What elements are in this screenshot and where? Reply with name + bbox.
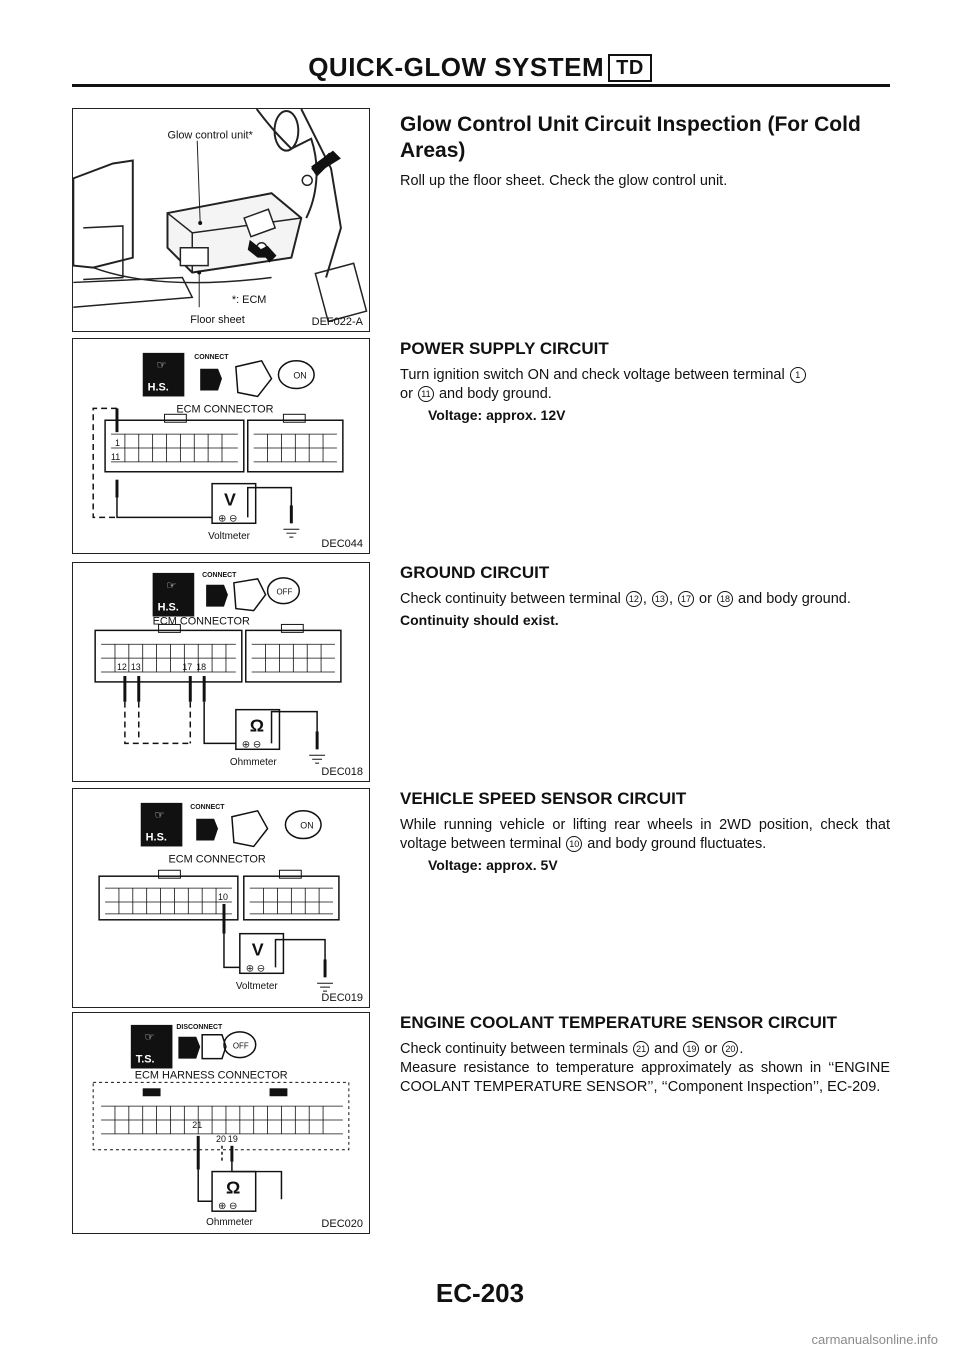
section-5-text-1: Check continuity between terminals bbox=[400, 1041, 629, 1057]
section-1-title: Glow Control Unit Circuit Inspection (For Cold Areas) bbox=[400, 113, 861, 162]
figure-4-meter-symbol: V bbox=[251, 939, 264, 960]
figure-3-meter-label: Ohmmeter bbox=[229, 757, 277, 769]
section-4-text bbox=[400, 816, 890, 854]
section-3-text-3: and body ground. bbox=[738, 591, 851, 607]
figure-4-switch: ON bbox=[300, 820, 314, 831]
figure-4-pin-10: 10 bbox=[218, 891, 228, 902]
figure-3-tag: CONNECT bbox=[202, 571, 237, 579]
terminal-17: 17 bbox=[678, 591, 694, 607]
label-ecm: *: ECM bbox=[231, 294, 267, 307]
terminal-21: 21 bbox=[633, 1041, 649, 1057]
section-5-text-3: or bbox=[704, 1041, 718, 1057]
section-power-supply bbox=[400, 338, 890, 425]
figure-2-connector-label: ECM CONNECTOR bbox=[176, 403, 274, 416]
section-2-spec: Voltage: approx. 12V bbox=[428, 407, 566, 423]
section-4-title: VEHICLE SPEED SENSOR CIRCUIT bbox=[400, 789, 687, 808]
section-ground-circuit bbox=[400, 562, 890, 630]
section-3-text-2: or bbox=[699, 591, 712, 607]
figure-3-pin-18: 18 bbox=[196, 662, 207, 673]
terminal-11: 11 bbox=[418, 386, 434, 402]
page-header-title bbox=[0, 52, 960, 83]
figure-5-tag: DISCONNECT bbox=[176, 1023, 223, 1031]
figure-2-meter-label: Voltmeter bbox=[208, 531, 250, 543]
section-5-text bbox=[400, 1040, 890, 1059]
connector-body-icon bbox=[236, 361, 272, 397]
hs-hand-icon: ☞ bbox=[156, 359, 167, 372]
figure-5-pin-21: 21 bbox=[192, 1119, 203, 1130]
svg-text:☞: ☞ bbox=[154, 809, 165, 822]
figure-3-illustration bbox=[73, 563, 369, 781]
connector-icon bbox=[200, 369, 222, 391]
figure-2-pin-11: 11 bbox=[111, 451, 121, 462]
section-2-text bbox=[400, 366, 890, 404]
figure-3-code: DEC018 bbox=[321, 766, 363, 778]
figure-2-tag: CONNECT bbox=[194, 353, 229, 361]
figure-5-connector-label: ECM HARNESS CONNECTOR bbox=[134, 1069, 288, 1082]
terminal-1: 1 bbox=[790, 367, 806, 383]
figure-2-illustration bbox=[73, 339, 369, 553]
figure-coolant-temp-sensor bbox=[72, 1012, 370, 1234]
figure-2-code: DEC044 bbox=[321, 538, 363, 550]
figure-2-pin-1: 1 bbox=[114, 438, 120, 448]
figure-4-badge: H.S. bbox=[145, 831, 167, 844]
figure-5-pin-19: 19 bbox=[227, 1133, 238, 1144]
connector-icon bbox=[196, 819, 218, 841]
figure-2-badge: H.S. bbox=[147, 381, 169, 394]
section-3-comma-1: , bbox=[642, 591, 647, 607]
figure-5-switch: OFF bbox=[232, 1041, 249, 1051]
figure-3-badge: H.S. bbox=[157, 601, 179, 614]
figure-4-connector-label: ECM CONNECTOR bbox=[168, 853, 266, 866]
page-number: EC-203 bbox=[435, 1278, 525, 1308]
header-title-text: QUICK-GLOW SYSTEM bbox=[308, 52, 605, 82]
section-2-text-2: or bbox=[400, 386, 413, 402]
figure-4-illustration bbox=[73, 789, 369, 1007]
figure-5-code: DEC020 bbox=[321, 1218, 363, 1230]
figure-3-meter-symbol: Ω bbox=[249, 715, 265, 736]
figure-vehicle-speed-sensor bbox=[72, 788, 370, 1008]
label-glow-control-unit: Glow control unit* bbox=[167, 129, 253, 142]
figure-1-code: DEF022-A bbox=[311, 316, 363, 328]
section-5-text-2: and bbox=[654, 1041, 679, 1057]
section-3-text bbox=[400, 590, 890, 609]
figure-3-pin-17: 17 bbox=[182, 662, 193, 673]
section-3-title: GROUND CIRCUIT bbox=[400, 563, 550, 582]
section-4-spec: Voltage: approx. 5V bbox=[428, 857, 558, 873]
section-2-text-3: and body ground. bbox=[438, 386, 552, 402]
header-rule bbox=[72, 84, 890, 87]
watermark: carmanualsonline.info bbox=[811, 1332, 938, 1347]
figure-glow-control-unit bbox=[72, 108, 370, 332]
figure-4-meter-label: Voltmeter bbox=[235, 981, 278, 993]
section-vehicle-speed-sensor bbox=[400, 788, 890, 875]
figure-2-switch: ON bbox=[293, 370, 307, 381]
section-5-text-measure: Measure resistance to temperature approximately as shown in ‘‘ENGINE COOLANT TEMPERATURE SENSOR’’, ‘‘Component Inspection’’, EC-209. bbox=[400, 1060, 890, 1095]
section-glow-control-unit bbox=[400, 112, 890, 191]
figure-2-meter-symbol: V bbox=[223, 489, 236, 510]
figure-3-pin-12: 12 bbox=[116, 662, 127, 673]
terminal-19: 19 bbox=[683, 1041, 699, 1057]
figure-3-switch: OFF bbox=[276, 587, 293, 597]
figure-3-connector-label: ECM CONNECTOR bbox=[152, 615, 250, 628]
section-4-text-2: and body ground fluctuates. bbox=[587, 836, 767, 852]
section-5-text-4: . bbox=[739, 1041, 744, 1057]
terminal-18: 18 bbox=[717, 591, 733, 607]
figure-3-pin-13: 13 bbox=[130, 662, 141, 673]
svg-text:⊕ ⊖: ⊕ ⊖ bbox=[218, 1201, 238, 1213]
figure-4-tag: CONNECT bbox=[190, 803, 225, 811]
figure-5-pin-20: 20 bbox=[216, 1133, 226, 1144]
svg-text:⊕ ⊖: ⊕ ⊖ bbox=[245, 963, 266, 975]
svg-text:⊕ ⊖: ⊕ ⊖ bbox=[218, 513, 238, 525]
section-3-spec: Continuity should exist. bbox=[400, 612, 559, 628]
figure-5-badge: T.S. bbox=[135, 1053, 155, 1066]
figure-4-code: DEC019 bbox=[321, 992, 363, 1004]
section-3-comma-2: , bbox=[668, 591, 673, 607]
section-2-text-1: Turn ignition switch ON and check voltage between terminal bbox=[400, 367, 785, 383]
header-badge: TD bbox=[608, 54, 652, 82]
section-4-text-1: While running vehicle or lifting rear wheels in 2WD position, check that voltage between terminal bbox=[400, 817, 890, 852]
section-1-text: Roll up the floor sheet. Check the glow control unit. bbox=[400, 173, 728, 189]
svg-text:☞: ☞ bbox=[166, 579, 177, 592]
connector-icon bbox=[206, 585, 228, 607]
section-5-title: ENGINE COOLANT TEMPERATURE SENSOR CIRCUIT bbox=[400, 1013, 837, 1032]
terminal-10: 10 bbox=[566, 836, 582, 852]
figure-power-supply bbox=[72, 338, 370, 554]
terminal-13: 13 bbox=[652, 591, 668, 607]
figure-5-meter-label: Ohmmeter bbox=[206, 1217, 253, 1229]
svg-text:☞: ☞ bbox=[144, 1031, 155, 1044]
figure-1-illustration bbox=[73, 109, 369, 331]
section-2-title: POWER SUPPLY CIRCUIT bbox=[400, 339, 609, 358]
terminal-20: 20 bbox=[722, 1041, 738, 1057]
connector-icon bbox=[178, 1037, 200, 1059]
figure-5-meter-symbol: Ω bbox=[225, 1177, 241, 1198]
terminal-12: 12 bbox=[626, 591, 642, 607]
svg-text:⊕ ⊖: ⊕ ⊖ bbox=[241, 739, 262, 751]
figure-ground-circuit bbox=[72, 562, 370, 782]
figure-5-illustration bbox=[73, 1013, 369, 1233]
section-coolant-temp-sensor bbox=[400, 1012, 890, 1097]
label-floor-sheet: Floor sheet bbox=[190, 314, 245, 327]
section-3-text-1: Check continuity between terminal bbox=[400, 591, 621, 607]
